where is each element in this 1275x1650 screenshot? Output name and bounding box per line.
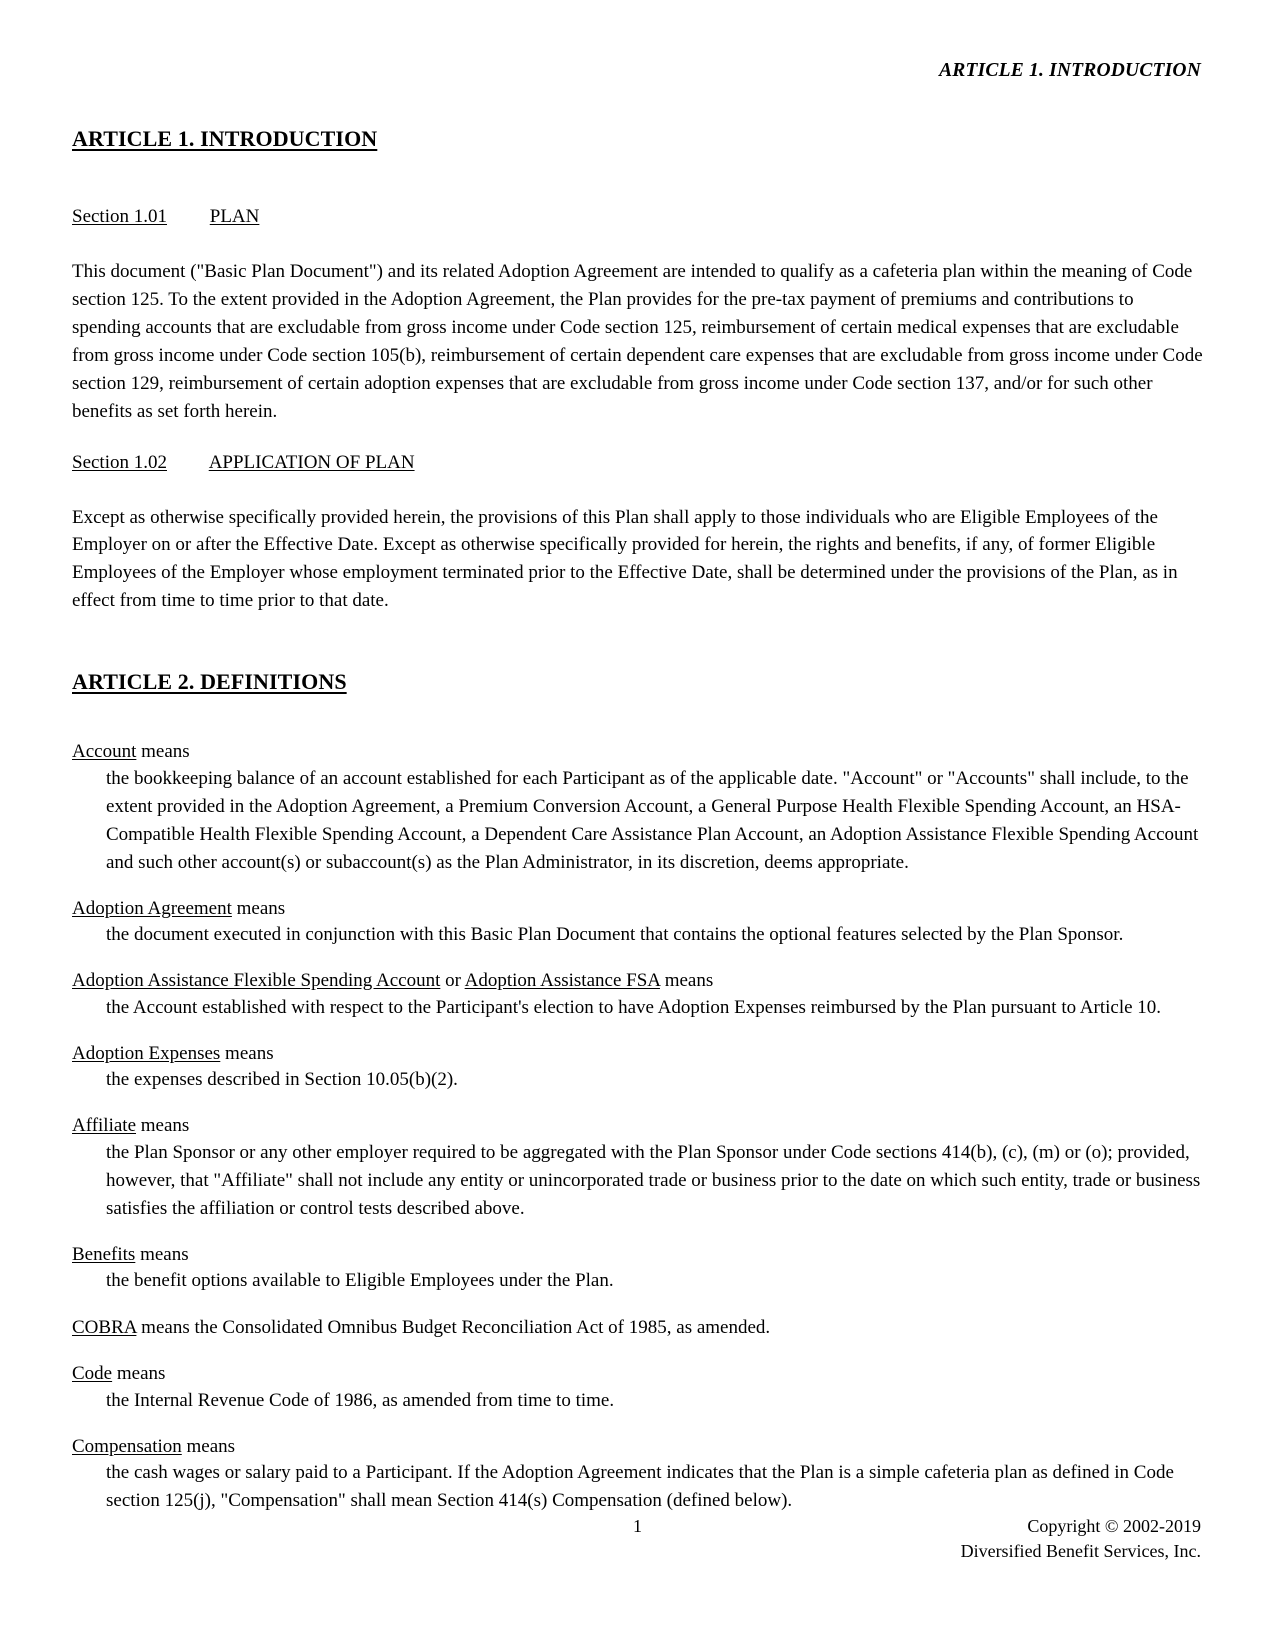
definition-term: Affiliate (72, 1115, 137, 1137)
definition-body: the document executed in conjunction with this Basic Plan Document that contains the optional features selected by the Plan Sponsor. (106, 924, 1124, 946)
definition-entry (72, 1434, 1203, 1515)
definition-suffix: means (664, 970, 714, 992)
definition-term: Adoption Agreement (72, 897, 232, 919)
definition-term: Benefits (72, 1243, 136, 1265)
definition-inline-body: means the Consolidated Omnibus Budget Reconciliation Act of 1985, as amended. (141, 1317, 771, 1339)
definition-connector: or (445, 970, 461, 992)
section-1-01-title: PLAN (209, 206, 260, 227)
section-1-01-body: This document ("Basic Plan Document") and its related Adoption Agreement are intended to qualify as a cafeteria plan within the meaning of Code section 125. To the extent provided in the Adoption Agreement, the Plan provides for the pre-tax payment of premiums and contributions to spending accounts that are excludable from gross income under Code section 125, reimbursement of certain medical expenses that are excludable from gross income under Code section 105(b), reimbursement of certain dependent care expenses that are excludable from gross income under Code section 129, reimbursement of certain adoption expenses that are excludable from gross income under Code section 137, and/or for such other benefits as set forth herein. (72, 261, 1203, 422)
definition-term-alt: Adoption Assistance FSA (464, 970, 660, 992)
definition-body: the Account established with respect to the Participant's election to have Adoption Expenses reimbursed by the Plan pursuant to Article 10. (106, 996, 1162, 1018)
section-1-01-line (72, 206, 1203, 228)
definition-term: Compensation (72, 1435, 182, 1457)
copyright-notice: Copyright © 2002-2019 (1027, 1516, 1201, 1536)
definition-suffix: means (140, 1243, 189, 1265)
definition-term-line (72, 739, 1203, 765)
definition-entry (72, 1242, 1203, 1296)
definition-body: the bookkeeping balance of an account established for each Participant as of the applicable date. "Account" or "Accounts" shall include, to the extent provided in the Adoption Agreement, a Premium Conversion Account, a General Purpose Health Flexible Spending Account, an HSA-Compatible Health Flexible Spending Account, a Dependent Care Assistance Plan Account, an Adoption Assistance Flexible Spending Account and such other account(s) or subaccount(s) as the Plan Administrator, in its discretion, deems appropriate. (106, 767, 1199, 873)
footer-top-row (72, 1516, 1203, 1541)
company-name: Diversified Benefit Services, Inc. (960, 1541, 1201, 1561)
article-2-heading (72, 669, 1203, 695)
definition-term-line (72, 1041, 1203, 1067)
definition-suffix: means (236, 897, 286, 919)
section-1-02-body: Except as otherwise specifically provided herein, the provisions of this Plan shall apply to those individuals who are Eligible Employees of the Employer on or after the Effective Date. Except as otherwise specifically provided for herein, the rights and benefits, if any, of former Eligible Employees of the Employer whose employment terminated prior to the Effective Date, shall be determined under the provisions of the Plan, as in effect from time to time prior to that date. (72, 506, 1178, 612)
definition-term-line (72, 896, 1203, 922)
definition-entry (72, 968, 1203, 1022)
definition-body: the benefit options available to Eligible Employees under the Plan. (106, 1270, 614, 1292)
definition-body: the expenses described in Section 10.05(b)(2). (106, 1069, 458, 1091)
page-content (72, 60, 1203, 1534)
definition-body: the Internal Revenue Code of 1986, as amended from time to time. (106, 1389, 615, 1411)
definition-term-line (72, 1361, 1203, 1387)
section-1-01-number: Section 1.01 (72, 206, 167, 227)
definition-entry (72, 1041, 1203, 1095)
definition-term: COBRA (72, 1317, 137, 1339)
page-number: 1 (633, 1516, 642, 1536)
definition-body: the cash wages or salary paid to a Participant. If the Adoption Agreement indicates that the Plan is a simple cafeteria plan as defined in Code section 125(j), "Compensation" shall mean Section 414(s) Compensation (defined below). (106, 1462, 1174, 1512)
section-1-02-line (72, 452, 1203, 474)
definition-suffix: means (140, 1115, 190, 1137)
definition-suffix: means (141, 741, 190, 763)
section-1-02-title: APPLICATION OF PLAN (208, 451, 415, 473)
definition-suffix: means (186, 1435, 236, 1457)
definition-term-line (72, 968, 1203, 994)
page-footer (72, 1516, 1203, 1562)
article-2-heading-text: ARTICLE 2. DEFINITIONS (72, 669, 347, 695)
definition-term-line (72, 1242, 1203, 1268)
definition-body: the Plan Sponsor or any other employer required to be aggregated with the Plan Sponsor under Code sections 414(b), (c), (m) or (o); provided, however, that "Affiliate" shall not include any entity or unincorporated trade or business prior to the date on which such entity, trade or business satisfies the affiliation or control tests described above. (106, 1141, 1201, 1219)
definition-term: Adoption Assistance Flexible Spending Account (72, 970, 441, 992)
definition-entry (72, 1361, 1203, 1415)
running-header: ARTICLE 1. INTRODUCTION (939, 60, 1201, 81)
definition-term-line (72, 1434, 1203, 1460)
definition-term: Adoption Expenses (72, 1042, 221, 1064)
definition-entry (72, 739, 1203, 876)
definition-entry (72, 1314, 1203, 1342)
definition-term: Code (72, 1363, 113, 1385)
definition-entry (72, 896, 1203, 950)
definition-term-line (72, 1113, 1203, 1139)
article-1-heading (72, 126, 1203, 152)
definition-entry (72, 1113, 1203, 1222)
section-1-02-number: Section 1.02 (72, 451, 167, 473)
definition-term: Account (72, 741, 137, 763)
definition-suffix: means (116, 1363, 166, 1385)
article-1-heading-text: ARTICLE 1. INTRODUCTION (72, 126, 378, 151)
definition-suffix: means (225, 1042, 274, 1064)
